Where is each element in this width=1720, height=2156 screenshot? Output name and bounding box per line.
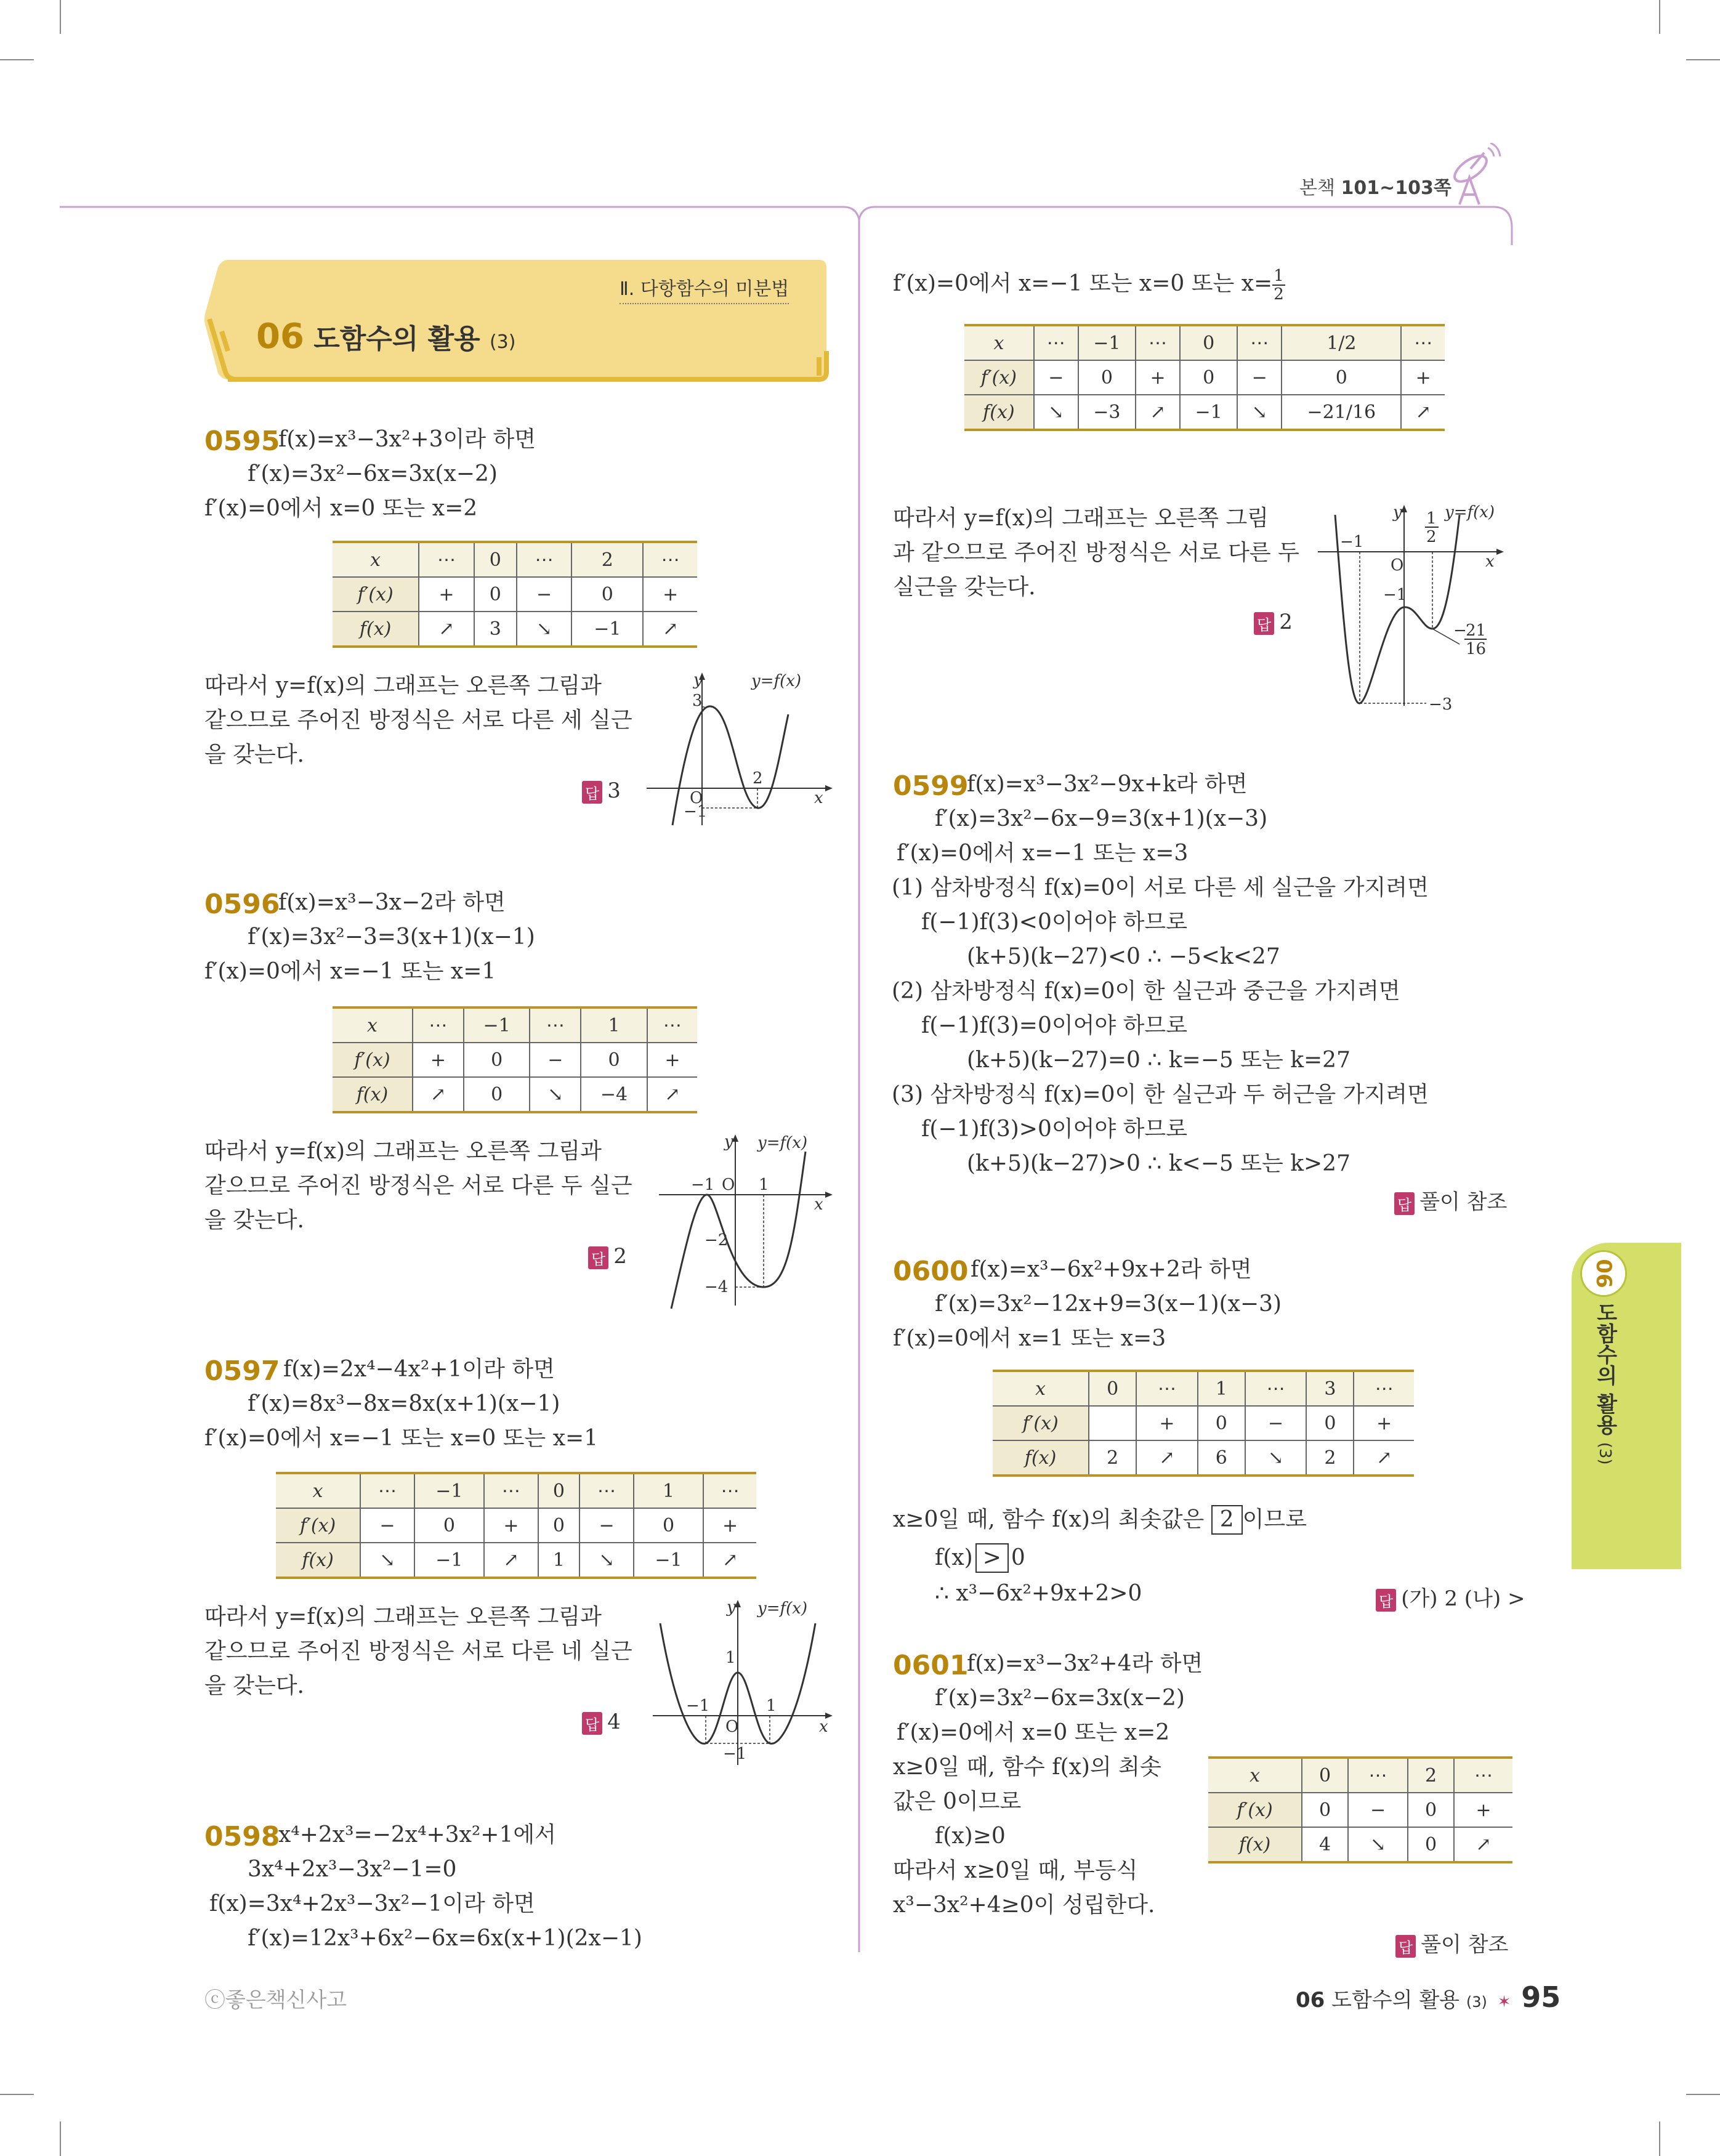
table-cell: ↘ — [517, 612, 571, 647]
p0599-line8: f(−1)f(3)=0이어야 하므로 — [921, 1013, 1187, 1038]
p0597-line3: f′(x)=0에서 x=−1 또는 x=0 또는 x=1 — [204, 1426, 599, 1451]
problem-number-0596: 0596 — [204, 889, 280, 920]
table-cell: 0 — [634, 1508, 703, 1543]
p0598-line4: f′(x)=12x³+6x²−6x=6x(x+1)(2x−1) — [248, 1926, 642, 1951]
table-cell: + — [1136, 1406, 1198, 1440]
table-cell: 0 — [1408, 1827, 1454, 1862]
p0596-answer — [588, 1244, 627, 1269]
table-cell: − — [1245, 1406, 1307, 1440]
graph-label: y=f(x) — [757, 1134, 808, 1152]
table-cell: − — [530, 1043, 581, 1077]
graph-label: −2 — [705, 1231, 729, 1250]
table-cell: ⋯ — [1354, 1371, 1414, 1406]
table-cell: ⋯ — [484, 1473, 538, 1508]
table-cell: f′(x) — [964, 360, 1034, 395]
table-cell: 0 — [474, 577, 517, 612]
p0600-zero: 0 — [1011, 1545, 1025, 1570]
table-cell: 0 — [1089, 1371, 1136, 1406]
graph-label: 21 — [1466, 621, 1487, 640]
table-cell: ↗ — [1354, 1440, 1414, 1476]
table-cell: 2 — [1408, 1758, 1454, 1793]
table-cell: ↘ — [1237, 395, 1282, 430]
answer-value: (가) 2 (나) > — [1401, 1586, 1525, 1611]
table-cell: − — [1348, 1793, 1408, 1827]
graph-label: 1 — [766, 1697, 777, 1715]
answer-badge: 답 — [582, 1712, 602, 1735]
table-cell: x — [1208, 1758, 1302, 1793]
answer-value: 풀이 참조 — [1421, 1932, 1509, 1957]
p0596-graph — [653, 1133, 838, 1312]
side-tab-title-text: 도함수의 활용 — [1593, 1302, 1617, 1435]
answer-value: 풀이 참조 — [1419, 1190, 1508, 1214]
p0599-line4: (1) 삼차방정식 f(x)=0이 서로 다른 세 실근을 가지려면 — [892, 875, 1429, 900]
table-cell: + — [1136, 360, 1180, 395]
table-cell: ⋯ — [1348, 1758, 1408, 1793]
p0595-concl3: 을 갖는다. — [204, 742, 304, 767]
p0597-line1: f(x)=2x⁴−4x²+1이라 하면 — [283, 1357, 555, 1382]
table-cell: 2 — [571, 542, 643, 577]
table-cell: 0 — [1198, 1406, 1245, 1440]
problem-number-0595: 0595 — [204, 426, 280, 457]
p0601-sign-table — [1208, 1756, 1512, 1863]
p0600-line2: f′(x)=3x²−12x+9=3(x−1)(x−3) — [935, 1291, 1282, 1317]
p0601-answer — [1395, 1928, 1508, 1958]
answer-badge: 답 — [1394, 1192, 1415, 1215]
p0598-concl1: 따라서 y=f(x)의 그래프는 오른쪽 그림 — [893, 506, 1269, 531]
side-tab-number: 06 — [1580, 1250, 1627, 1297]
p0597-answer — [582, 1710, 621, 1735]
table-cell: ⋯ — [413, 1007, 464, 1043]
table-cell: ⋯ — [1454, 1758, 1512, 1793]
answer-value: 4 — [607, 1710, 621, 1734]
answer-badge: 답 — [582, 781, 602, 804]
graph-label: 3 — [692, 692, 703, 710]
problem-number-0601: 0601 — [893, 1650, 969, 1681]
table-cell: 0 — [1408, 1793, 1454, 1827]
p0599-line3: f′(x)=0에서 x=−1 또는 x=3 — [897, 841, 1189, 866]
table-cell: + — [703, 1508, 756, 1543]
table-cell: ↗ — [413, 1077, 464, 1112]
section-name: 도함수의 활용 — [313, 323, 480, 355]
table-cell: 1 — [538, 1543, 580, 1578]
graph-label: y=f(x) — [757, 1599, 808, 1618]
p0599-line12: (k+5)(k−27)>0 ∴ k<−5 또는 k>27 — [967, 1151, 1351, 1176]
table-cell: − — [517, 577, 571, 612]
table-cell: + — [419, 577, 474, 612]
chapter-side-tab[interactable] — [1572, 1243, 1681, 1569]
p0596-line2: f′(x)=3x²−3=3(x+1)(x−1) — [248, 924, 535, 950]
problem-number-0600: 0600 — [893, 1256, 969, 1287]
table-cell: −4 — [581, 1077, 647, 1112]
answer-value: 2 — [613, 1244, 627, 1269]
p0595-line3: f′(x)=0에서 x=0 또는 x=2 — [204, 496, 478, 521]
graph-label: −1 — [686, 1697, 710, 1715]
table-cell: 0 — [1306, 1406, 1354, 1440]
problem-number-0599: 0599 — [893, 770, 969, 802]
graph-label: O — [690, 789, 703, 807]
footer-section-num: 06 — [1296, 1988, 1325, 2013]
answer-value: 3 — [607, 778, 621, 803]
p0595-line1: f(x)=x³−3x²+3이라 하면 — [278, 427, 536, 452]
blank-box-ga: 2 — [1211, 1505, 1243, 1535]
p0597-graph — [647, 1599, 838, 1771]
frac-num: 1 — [1274, 267, 1284, 285]
table-cell: −1 — [414, 1473, 484, 1508]
p0598-sign-table — [964, 324, 1445, 431]
p0598-line3: f(x)=3x⁴+2x³−3x²−1이라 하면 — [209, 1891, 535, 1916]
graph-label: − — [1453, 621, 1467, 640]
table-cell: x — [276, 1473, 360, 1508]
p0596-sign-table — [333, 1006, 697, 1113]
table-cell: 3 — [474, 612, 517, 647]
table-cell: 0 — [1180, 360, 1237, 395]
star-icon: ✶ — [1497, 1993, 1511, 2011]
table-cell: 0 — [1180, 325, 1237, 360]
graph-label: −1 — [723, 1745, 747, 1763]
table-cell: ⋯ — [1237, 325, 1282, 360]
table-cell: x — [964, 325, 1034, 360]
footer-section — [1296, 1980, 1561, 2014]
table-cell: f′(x) — [333, 577, 419, 612]
table-cell: −1 — [571, 612, 643, 647]
answer-value: 2 — [1279, 610, 1293, 634]
table-cell: 2 — [1089, 1440, 1136, 1476]
table-cell: + — [647, 1043, 697, 1077]
table-cell: ⋯ — [1401, 325, 1445, 360]
table-cell: ⋯ — [517, 542, 571, 577]
p0598-line1: x⁴+2x³=−2x⁴+3x²+1에서 — [278, 1822, 556, 1847]
table-cell: 1 — [1198, 1371, 1245, 1406]
p0601-line3: f′(x)=0에서 x=0 또는 x=2 — [897, 1720, 1170, 1745]
p0599-line7: (2) 삼차방정식 f(x)=0이 한 실근과 중근을 가지려면 — [892, 979, 1400, 1004]
table-cell: f(x) — [993, 1440, 1089, 1476]
p0596-line1: f(x)=x³−3x−2라 하면 — [278, 890, 506, 915]
p0596-concl3: 을 갖는다. — [204, 1208, 304, 1233]
graph-label: −4 — [705, 1278, 729, 1296]
graph-label: y — [724, 1133, 733, 1151]
p0595-concl2: 같으므로 주어진 방정식은 서로 다른 세 실근 — [204, 708, 632, 733]
footer-section-sub: (3) — [1466, 1993, 1487, 2011]
graph-label: 2 — [1426, 528, 1437, 546]
fraction — [1272, 267, 1285, 303]
p0599-line5: f(−1)f(3)<0이어야 하므로 — [921, 910, 1187, 935]
p0601-line2: f′(x)=3x²−6x=3x(x−2) — [935, 1686, 1185, 1711]
frac-den: 2 — [1274, 285, 1284, 304]
table-cell: ↘ — [1348, 1827, 1408, 1862]
p0600-min-line — [893, 1505, 1307, 1535]
table-cell: + — [1354, 1406, 1414, 1440]
graph-label: y — [1393, 503, 1402, 522]
graph-label: O — [1391, 556, 1404, 575]
p0601-text5: x³−3x²+4≥0이 성립한다. — [893, 1892, 1155, 1918]
graph-label: −1 — [1383, 586, 1407, 604]
graph-label: −1 — [684, 802, 708, 821]
graph-label: x — [814, 1195, 823, 1214]
graph-label: 1 — [759, 1176, 769, 1194]
table-cell: f′(x) — [276, 1508, 360, 1543]
table-cell: − — [360, 1508, 414, 1543]
p0598-cont-line — [893, 267, 1285, 303]
p0600-answer — [1376, 1581, 1525, 1612]
table-cell: − — [1034, 360, 1078, 395]
answer-badge: 답 — [588, 1246, 608, 1269]
p0598-cont-text: f′(x)=0에서 x=−1 또는 x=0 또는 x= — [893, 271, 1273, 296]
table-cell: −1 — [634, 1543, 703, 1578]
table-cell: −1 — [414, 1543, 484, 1578]
table-cell: ⋯ — [1136, 325, 1180, 360]
table-cell: ↘ — [1245, 1440, 1307, 1476]
p0598-concl2: 과 같으므로 주어진 방정식은 서로 다른 두 — [893, 540, 1299, 565]
p0597-concl1: 따라서 y=f(x)의 그래프는 오른쪽 그림과 — [204, 1604, 602, 1629]
side-tab-sub: (3) — [1596, 1442, 1614, 1465]
p0600-min-text: x≥0일 때, 함수 f(x)의 최솟값은 — [893, 1507, 1205, 1532]
table-cell: + — [484, 1508, 538, 1543]
p0598-answer — [1254, 610, 1293, 635]
table-cell: ↘ — [530, 1077, 581, 1112]
p0596-concl2: 같으므로 주어진 방정식은 서로 다른 두 실근 — [204, 1173, 632, 1198]
p0600-therefore-line: ∴ x³−6x²+9x+2>0 — [935, 1581, 1142, 1606]
graph-label: O — [725, 1718, 739, 1736]
p0600-line1: f(x)=x³−6x²+9x+2라 하면 — [971, 1257, 1252, 1282]
p0599-line6: (k+5)(k−27)<0 ∴ −5<k<27 — [967, 944, 1280, 969]
p0599-line9: (k+5)(k−27)=0 ∴ k=−5 또는 k=27 — [967, 1048, 1351, 1073]
p0597-sign-table — [276, 1472, 756, 1579]
table-cell: 0 — [538, 1473, 580, 1508]
p0601-line1: f(x)=x³−3x²+4라 하면 — [967, 1651, 1203, 1676]
table-cell: 3 — [1306, 1371, 1354, 1406]
table-cell: −1 — [464, 1007, 530, 1043]
graph-label: y=f(x) — [751, 672, 802, 690]
table-cell: 0 — [464, 1043, 530, 1077]
table-cell: 1/2 — [1282, 325, 1401, 360]
table-cell: ⋯ — [530, 1007, 581, 1043]
table-cell: − — [579, 1508, 634, 1543]
table-cell: ⋯ — [419, 542, 474, 577]
p0595-line2: f′(x)=3x²−6x=3x(x−2) — [248, 461, 498, 487]
graph-label: −1 — [1340, 533, 1364, 551]
p0595-concl1: 따라서 y=f(x)의 그래프는 오른쪽 그림과 — [204, 673, 602, 698]
table-cell: 0 — [581, 1043, 647, 1077]
table-cell: + — [1401, 360, 1445, 395]
table-cell: + — [643, 577, 697, 612]
p0599-answer — [1394, 1185, 1507, 1215]
table-cell: 4 — [1302, 1827, 1348, 1862]
p0599-line1: f(x)=x³−3x²−9x+k라 하면 — [967, 772, 1248, 797]
blank-box-na: > — [975, 1543, 1009, 1573]
graph-label: −3 — [1429, 695, 1453, 712]
table-cell: 0 — [474, 542, 517, 577]
table-cell: ⋯ — [703, 1473, 756, 1508]
p0597-concl2: 같으므로 주어진 방정식은 서로 다른 네 실근 — [204, 1639, 632, 1664]
graph-label: y=f(x) — [1445, 503, 1495, 522]
p0599-line11: f(−1)f(3)>0이어야 하므로 — [921, 1116, 1187, 1142]
table-cell: ↗ — [703, 1543, 756, 1578]
table-cell: + — [413, 1043, 464, 1077]
table-cell: − — [1237, 360, 1282, 395]
graph-label: x — [819, 1718, 828, 1736]
p0600-ineq-line — [935, 1543, 1025, 1573]
table-cell: 0 — [1302, 1793, 1348, 1827]
table-cell: f′(x) — [993, 1406, 1089, 1440]
p0595-answer — [582, 778, 621, 804]
table-cell: −3 — [1078, 395, 1136, 430]
section-title — [256, 317, 515, 357]
footer-section-title: 도함수의 활용 — [1331, 1988, 1460, 2013]
p0600-fx: f(x) — [935, 1545, 973, 1570]
table-cell: ⋯ — [360, 1473, 414, 1508]
graph-label: y — [727, 1599, 736, 1617]
p0598-concl3: 실근을 갖는다. — [893, 575, 1036, 600]
table-cell: f′(x) — [1208, 1793, 1302, 1827]
section-sub: (3) — [489, 331, 516, 353]
table-cell: f(x) — [276, 1543, 360, 1578]
p0599-line10: (3) 삼차방정식 f(x)=0이 한 실근과 두 허근을 가지려면 — [892, 1082, 1429, 1107]
p0601-text4: 따라서 x≥0일 때, 부등식 — [893, 1858, 1138, 1883]
chapter-label: Ⅱ. 다항함수의 미분법 — [620, 273, 789, 304]
table-cell: + — [1454, 1793, 1512, 1827]
table-cell: −21/16 — [1282, 395, 1401, 430]
graph-label: O — [722, 1176, 735, 1194]
table-cell: ⋯ — [579, 1473, 634, 1508]
p0600-line3: f′(x)=0에서 x=1 또는 x=3 — [893, 1326, 1166, 1351]
answer-badge: 답 — [1376, 1589, 1396, 1612]
table-cell: 0 — [1282, 360, 1401, 395]
table-cell: ↗ — [1136, 395, 1180, 430]
p0598-line2: 3x⁴+2x³−3x²−1=0 — [248, 1857, 457, 1882]
problem-number-0598: 0598 — [204, 1821, 280, 1852]
table-cell: ↗ — [419, 612, 474, 647]
table-cell: ↘ — [360, 1543, 414, 1578]
page-number: 95 — [1521, 1980, 1561, 2014]
p0601-text3: f(x)≥0 — [935, 1823, 1006, 1849]
table-cell: ↗ — [1401, 395, 1445, 430]
p0601-text1: x≥0일 때, 함수 f(x)의 최솟 — [893, 1754, 1161, 1780]
table-cell: 6 — [1198, 1440, 1245, 1476]
table-cell: −1 — [1078, 325, 1136, 360]
graph-label: 1 — [1426, 509, 1437, 528]
p0599-line2: f′(x)=3x²−6x−9=3(x+1)(x−3) — [935, 806, 1268, 831]
p0595-graph — [640, 671, 838, 831]
answer-badge: 답 — [1395, 1935, 1416, 1958]
p0597-concl3: 을 갖는다. — [204, 1673, 304, 1698]
table-cell: x — [993, 1371, 1089, 1406]
graph-label: 16 — [1466, 640, 1487, 658]
table-cell: ↘ — [579, 1543, 634, 1578]
p0596-concl1: 따라서 y=f(x)의 그래프는 오른쪽 그림과 — [204, 1139, 602, 1164]
graph-label: 1 — [725, 1649, 736, 1667]
table-cell: 0 — [464, 1077, 530, 1112]
table-cell: f(x) — [333, 612, 419, 647]
graph-label: −1 — [691, 1176, 715, 1194]
answer-badge: 답 — [1254, 612, 1274, 635]
table-cell: 0 — [538, 1508, 580, 1543]
table-cell: 0 — [571, 577, 643, 612]
table-cell: 0 — [1078, 360, 1136, 395]
table-cell: f(x) — [1208, 1827, 1302, 1862]
table-cell: x — [333, 542, 419, 577]
table-cell — [1089, 1406, 1136, 1440]
table-cell: ↗ — [647, 1077, 697, 1112]
table-cell: ⋯ — [1136, 1371, 1198, 1406]
page-ref-pages: 101~103쪽 — [1341, 177, 1452, 199]
table-cell: ↗ — [643, 612, 697, 647]
table-cell: 2 — [1306, 1440, 1354, 1476]
table-cell: f′(x) — [333, 1043, 413, 1077]
table-cell: x — [333, 1007, 413, 1043]
p0600-min-tail: 이므로 — [1242, 1507, 1307, 1532]
table-cell: ⋯ — [647, 1007, 697, 1043]
p0600-sign-table — [993, 1370, 1414, 1477]
page-ref-label: 본책 — [1299, 177, 1335, 199]
table-cell: −1 — [1180, 395, 1237, 430]
p0598-graph — [1312, 503, 1515, 712]
p0595-sign-table — [333, 541, 697, 648]
graph-label: y — [693, 671, 703, 689]
graph-label: 2 — [753, 769, 763, 788]
table-cell: 1 — [634, 1473, 703, 1508]
table-cell: ↗ — [1136, 1440, 1198, 1476]
p0601-text2: 값은 0이므로 — [893, 1789, 1022, 1814]
table-cell: 0 — [414, 1508, 484, 1543]
problem-number-0597: 0597 — [204, 1355, 280, 1387]
section-number: 06 — [256, 317, 304, 357]
graph-label: x — [1485, 552, 1495, 571]
table-cell: 1 — [581, 1007, 647, 1043]
table-cell: f(x) — [333, 1077, 413, 1112]
p0596-line3: f′(x)=0에서 x=−1 또는 x=1 — [204, 959, 496, 984]
table-cell: f(x) — [964, 395, 1034, 430]
table-cell: ↗ — [484, 1543, 538, 1578]
copyright: ⓒ좋은책신사고 — [204, 1988, 347, 2013]
graph-label: x — [814, 789, 823, 807]
p0597-line2: f′(x)=8x³−8x=8x(x+1)(x−1) — [248, 1391, 560, 1416]
table-cell: ⋯ — [1245, 1371, 1307, 1406]
table-cell: 0 — [1302, 1758, 1348, 1793]
table-cell: ⋯ — [1034, 325, 1078, 360]
table-cell: ↗ — [1454, 1827, 1512, 1862]
table-cell: ↘ — [1034, 395, 1078, 430]
side-tab-title — [1590, 1302, 1620, 1465]
table-cell: ⋯ — [643, 542, 697, 577]
